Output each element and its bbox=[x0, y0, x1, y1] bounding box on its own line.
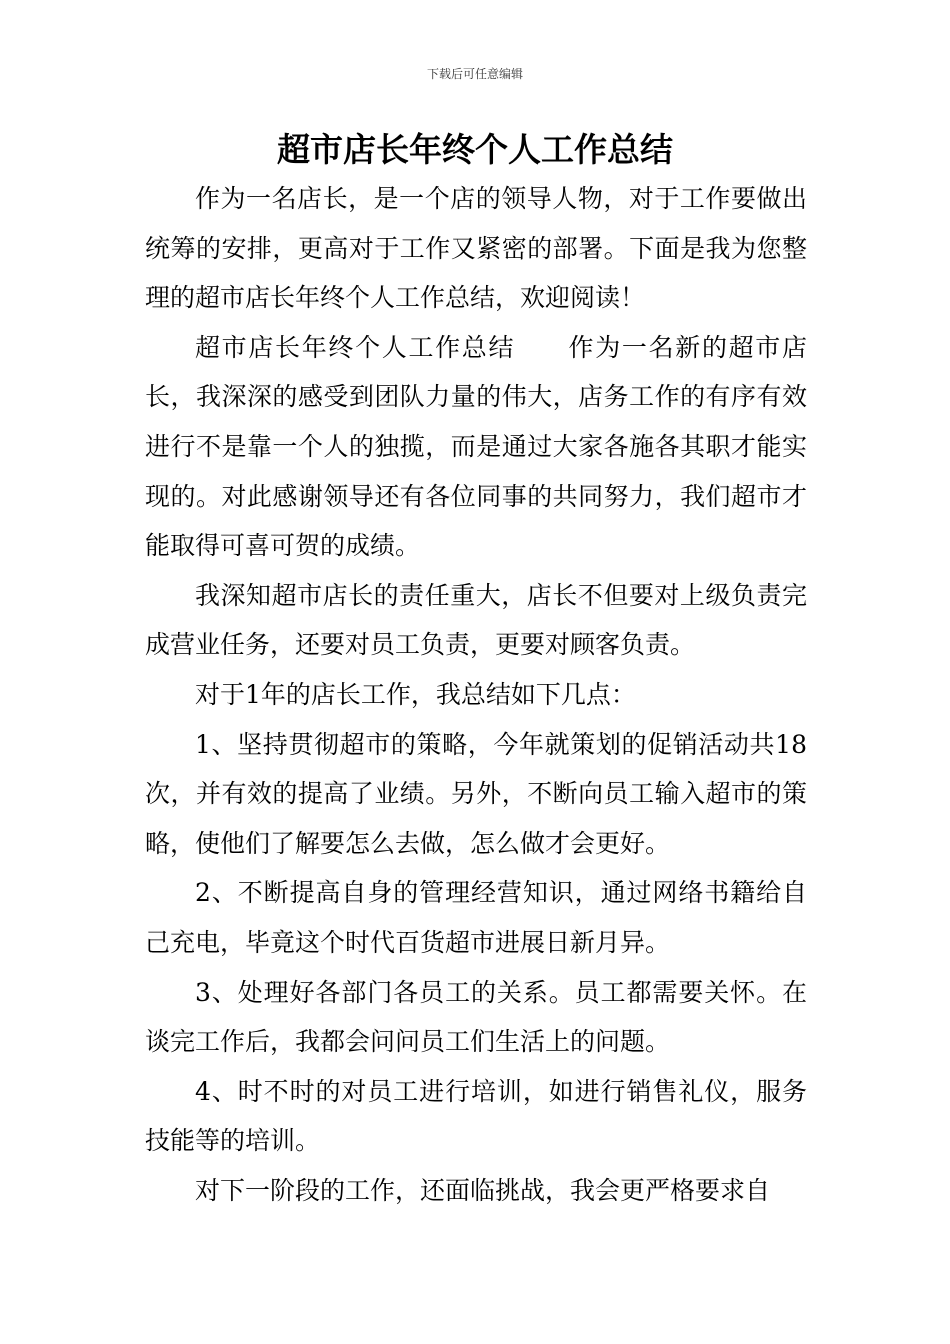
paragraph-intro: 作为一名店长，是一个店的领导人物，对于工作要做出统筹的安排，更高对于工作又紧密的部署。下面是我为您整理的超市店长年终个人工作总结，欢迎阅读！ bbox=[145, 184, 807, 313]
paragraph-points-intro: 对于1年的店长工作，我总结如下几点： bbox=[195, 679, 636, 709]
header-note: 下载后可任意编辑 bbox=[426, 67, 523, 81]
paragraph-point-2: 2、不断提高自身的管理经营知识，通过网络书籍给自己充电，毕竟这个时代百货超市进展日新月异。 bbox=[145, 878, 807, 957]
paragraph-summary-opening: 超市店长年终个人工作总结 作为一名新的超市店长，我深深的感受到团队力量的伟大，店务工作的有序有效进行不是靠一个人的独揽，而是通过大家各施各其职才能实现的。对此感谢领导还有各位同事的共同努力，我们超市才能取得可喜可贺的成绩。 bbox=[145, 332, 807, 561]
paragraph-responsibility: 我深知超市店长的责任重大，店长不但要对上级负责完成营业任务，还要对员工负责，更要对顾客负责。 bbox=[145, 580, 807, 660]
paragraph-point-4: 4、时不时的对员工进行培训，如进行销售礼仪，服务技能等的培训。 bbox=[145, 1076, 807, 1156]
document-title: 超市店长年终个人工作总结 bbox=[277, 130, 673, 169]
document-body bbox=[145, 174, 807, 1215]
paragraph-point-1: 1、坚持贯彻超市的策略，今年就策划的促销活动共18次，并有效的提高了业绩。另外，不断向员工输入超市的策略，使他们了解要怎么去做，怎么做才会更好。 bbox=[145, 729, 807, 858]
paragraph-next-stage: 对下一阶段的工作，还面临挑战，我会更严格要求自 bbox=[195, 1175, 771, 1205]
paragraph-point-3: 3、处理好各部门各员工的关系。员工都需要关怀。在谈完工作后，我都会问问员工们生活上的问题。 bbox=[145, 977, 807, 1057]
